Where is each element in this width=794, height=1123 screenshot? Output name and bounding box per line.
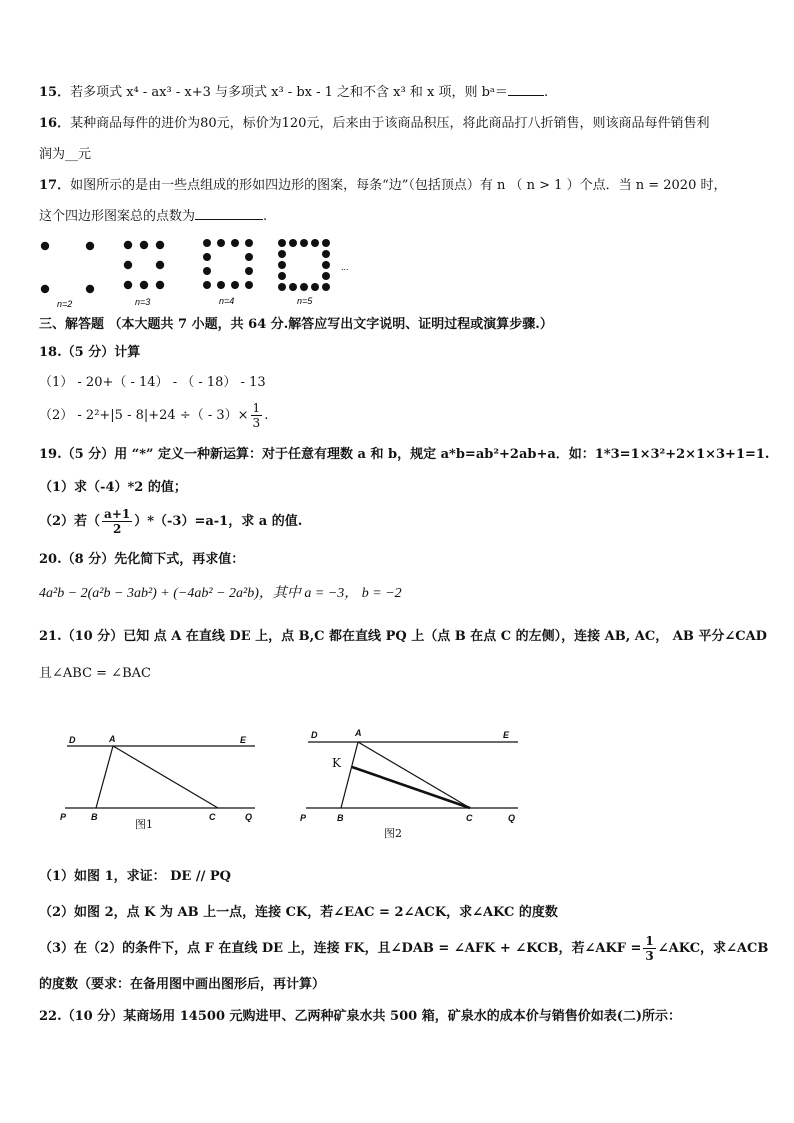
- question-16-line1: [39, 115, 709, 133]
- numerator: 1: [252, 401, 261, 415]
- point-E: E: [503, 730, 510, 740]
- expression: ∠AKC，求∠ACB: [657, 941, 769, 956]
- point-A: A: [109, 734, 116, 744]
- question-22-title: 22.（10 分）某商场用 14500 元购进甲、乙两种矿泉水共 500 箱，矿泉水的成本价与销售价如表(二)所示：: [39, 1009, 682, 1024]
- question-number: 17．: [39, 178, 71, 193]
- denominator: 2: [112, 522, 122, 536]
- question-17-line2: [39, 207, 267, 226]
- question-21-part3: [39, 932, 768, 966]
- question-16-line2: [39, 146, 91, 164]
- point-D: D: [311, 730, 318, 740]
- point-B: B: [91, 812, 98, 822]
- dot: [86, 285, 94, 293]
- segment-AB: [341, 742, 358, 808]
- question-19-part2: [39, 504, 302, 540]
- question-20-expression: 4a²b − 2(a²b − 3ab²) + (−4ab² − 2a²b)，其中 a = −3， b = −2: [39, 586, 402, 601]
- point-B: B: [337, 813, 344, 823]
- question-text: 润为__元: [39, 147, 92, 162]
- point-C: C: [209, 812, 216, 822]
- label-n2: n=2: [57, 299, 73, 309]
- question-15: [39, 83, 548, 102]
- segment-AC: [113, 746, 218, 808]
- figure-2-label: 图2: [384, 827, 402, 840]
- answer-blank[interactable]: [508, 83, 544, 96]
- question-21-part1: （1）如图 1，求证： DE // PQ: [39, 869, 231, 884]
- figure-2: [296, 726, 526, 842]
- question-17-line1: [39, 177, 726, 195]
- expression: （2） - 2²+|5 - 8|+24 ÷（ - 3）×: [39, 408, 249, 423]
- question-20-title: 20.（8 分）先化简下式，再求值：: [39, 552, 245, 567]
- numerator: a+1: [104, 507, 131, 521]
- point-P: P: [300, 813, 307, 823]
- question-text: 若多项式 x⁴ - ax³ - x+3 与多项式 x³ - bx - 1 之和不含 x³ 和 x 项，则 bᵃ＝: [70, 85, 508, 100]
- section-3-header: 三、解答题 （本大题共 7 小题，共 64 分.解答应写出文字说明、证明过程或演算步骤.）: [39, 317, 553, 332]
- answer-blank[interactable]: [195, 207, 263, 220]
- question-number: 15．: [39, 85, 71, 100]
- question-18-part1: （1） - 20+（ - 14） - （ - 18） - 13: [39, 375, 266, 390]
- dot-pattern-figure: [35, 236, 365, 311]
- question-21-part2: （2）如图 2，点 K 为 AB 上一点，连接 CK，若∠EAC = 2∠ACK，求∠AKC 的度数: [39, 905, 558, 920]
- period: .: [264, 408, 269, 423]
- dot: [86, 242, 94, 250]
- question-21-part3-line2: 的度数（要求：在备用图中画出图形后，再计算）: [39, 977, 326, 992]
- point-Q: Q: [245, 812, 253, 822]
- dot: [41, 285, 49, 293]
- fraction: [643, 934, 655, 963]
- point-D: D: [69, 735, 76, 745]
- numerator: 1: [645, 934, 654, 948]
- expression: ）*（-3）=a-1，求 a 的值.: [134, 514, 303, 529]
- question-18-part2: [39, 400, 268, 432]
- point-E: E: [240, 735, 247, 745]
- point-A: A: [355, 728, 362, 738]
- ellipsis: ...: [341, 262, 349, 272]
- dot: [41, 242, 49, 250]
- question-19-title: 19.（5 分）用 “*” 定义一种新运算：对于任意有理数 a 和 b，规定 a*b=ab²+2ab+a．如：1*3=1×3²+2×1×3+1=1.: [39, 447, 770, 462]
- point-P: P: [60, 812, 67, 822]
- question-text: 这个四边形图案总的点数为: [39, 209, 196, 224]
- fraction: [251, 401, 263, 430]
- point-Q: Q: [508, 813, 516, 823]
- label-n5: n=5: [297, 296, 313, 306]
- figure-1: [55, 728, 265, 838]
- question-21-condition: 且∠ABC = ∠BAC: [39, 666, 151, 681]
- question-19-part1: （1）求（-4）*2 的值；: [39, 480, 187, 495]
- period: .: [543, 85, 549, 100]
- question-21-title: 21.（10 分）已知 点 A 在直线 DE 上，点 B,C 都在直线 PQ 上（点 B 在点 C 的左侧），连接 AB, AC， AB 平分∠CAD: [39, 629, 767, 644]
- point-C: C: [466, 813, 473, 823]
- question-18-title: 18.（5 分）计算: [39, 345, 141, 360]
- question-text: 如图所示的是由一些点组成的形如四边形的图案，每条“边”（包括顶点）有 n （ n > 1 ）个点．当 n = 2020 时，: [70, 178, 727, 193]
- denominator: 3: [252, 416, 261, 430]
- expression: （2）若（: [39, 514, 101, 529]
- segment-AB: [96, 746, 113, 808]
- question-number: 16．: [39, 116, 71, 131]
- denominator: 3: [645, 949, 654, 963]
- point-K: K: [332, 756, 341, 770]
- fraction: [102, 507, 132, 536]
- label-n4: n=4: [219, 296, 235, 306]
- question-text: 某种商品每件的进价为80元，标价为120元，后来由于该商品积压，将此商品打八折销售，则该商品每件销售利: [70, 116, 710, 131]
- label-n3: n=3: [135, 297, 151, 307]
- figure-1-label: 图1: [135, 818, 153, 831]
- period: .: [263, 209, 268, 224]
- expression: （3）在（2）的条件下，点 F 在直线 DE 上，连接 FK，且∠DAB = ∠AFK + ∠KCB，若∠AKF =: [39, 941, 642, 956]
